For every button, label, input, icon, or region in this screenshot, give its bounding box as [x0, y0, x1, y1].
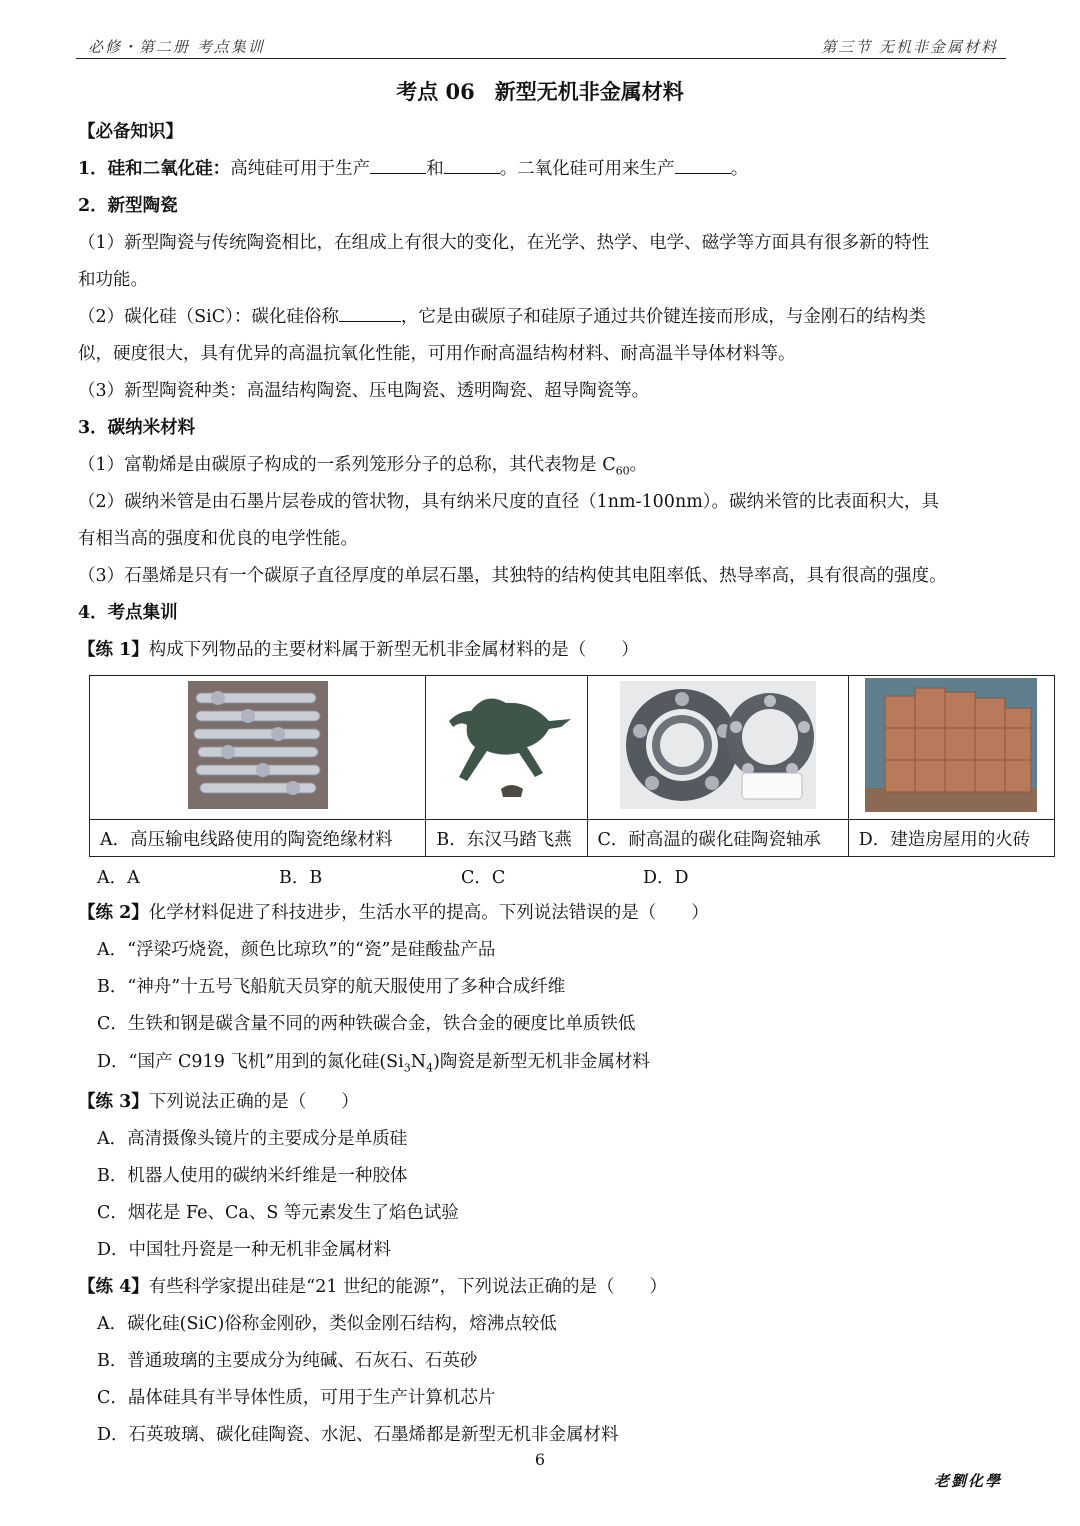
q4-label: 【练 4】 — [78, 1277, 149, 1297]
q1-label: 【练 1】 — [78, 640, 149, 660]
p3-1-text: （1）富勒烯是由碳原子构成的一系列笼形分子的总称，其代表物是 C — [78, 455, 616, 475]
q3-option-c[interactable]: C．烟花是 Fe、Ca、S 等元素发生了焰色试验 — [97, 1203, 459, 1223]
firebrick-picture — [865, 678, 1037, 812]
caption-d: D．建造房屋用的火砖 — [848, 820, 1054, 857]
q1-options — [97, 864, 825, 889]
p1-a: 高纯硅可用于生产 — [230, 159, 371, 179]
p3-1 — [78, 453, 1004, 484]
title-code: 考点 06 — [396, 79, 475, 104]
paragraph-1 — [78, 157, 1004, 181]
p2-3: （3）新型陶瓷种类：高温结构陶瓷、压电陶瓷、透明陶瓷、超导陶瓷等。 — [78, 381, 650, 401]
bronze-horse-picture — [431, 681, 581, 809]
caption-b: B．东汉马踏飞燕 — [426, 820, 587, 857]
bronze-horse-image — [426, 676, 587, 820]
q2-label: 【练 2】 — [78, 903, 149, 923]
q4-option-a[interactable]: A．碳化硅(SiC)俗称金刚砂，类似金刚石结构，熔沸点较低 — [97, 1314, 557, 1334]
q4-stem-text: 有些科学家提出硅是“21 世纪的能源”，下列说法正确的是（ ） — [148, 1277, 668, 1297]
p2-2a — [78, 305, 1004, 329]
p2-head: 2．新型陶瓷 — [78, 196, 178, 216]
q2-option-c[interactable]: C．生铁和钢是碳含量不同的两种铁碳合金，铁合金的硬度比单质铁低 — [97, 1014, 636, 1034]
fill-blank — [370, 157, 426, 174]
section-knowledge: 【必备知识】 — [78, 122, 183, 142]
sic-bearing-image — [587, 676, 848, 820]
q2-d-sub1: 3 — [403, 1061, 411, 1075]
q2-stem — [78, 901, 1004, 925]
q4-stem — [78, 1275, 1004, 1299]
fill-blank — [444, 157, 500, 174]
firebrick-image — [848, 676, 1054, 820]
q2-option-a[interactable]: A．“浮梁巧烧瓷，颜色比琼玖”的“瓷”是硅酸盐产品 — [97, 940, 496, 960]
q1-image-table — [89, 675, 1055, 857]
q1-option-a[interactable]: A．A — [97, 868, 140, 888]
q2-option-b[interactable]: B．“神舟”十五号飞船航天员穿的航天服使用了多种合成纤维 — [97, 977, 566, 997]
q3-stem-text: 下列说法正确的是（ ） — [148, 1092, 359, 1112]
q4-option-c[interactable]: C．晶体硅具有半导体性质，可用于生产计算机芯片 — [97, 1388, 496, 1408]
page-title — [0, 76, 1080, 106]
title-text: 新型无机非金属材料 — [494, 79, 684, 104]
q2-d-mid: N — [410, 1052, 427, 1072]
p1-c: 。二氧化硅可用来生产 — [499, 159, 675, 179]
header-rule — [76, 58, 1006, 59]
caption-c: C．耐高温的碳化硅陶瓷轴承 — [587, 820, 848, 857]
q3-label: 【练 3】 — [78, 1092, 149, 1112]
p4-head: 4．考点集训 — [78, 603, 178, 623]
q3-option-d[interactable]: D．中国牡丹瓷是一种无机非金属材料 — [97, 1240, 392, 1260]
q4-option-d[interactable]: D．石英玻璃、碳化硅陶瓷、水泥、石墨烯都是新型无机非金属材料 — [97, 1425, 619, 1445]
q3-option-a[interactable]: A．高清摄像头镜片的主要成分是单质硅 — [97, 1129, 408, 1149]
q1-option-d[interactable]: D．D — [643, 868, 689, 888]
q1-stem — [78, 638, 1004, 662]
p2-2b: 似，硬度很大，具有优异的高温抗氧化性能，可用作耐高温结构材料、耐高温半导体材料等。 — [78, 344, 796, 364]
q3-stem — [78, 1090, 1004, 1114]
q1-option-b[interactable]: B．B — [279, 868, 323, 888]
p2-2a-post: ，它是由碳原子和硅原子通过共价键连接而形成，与金刚石的结构类 — [400, 307, 926, 327]
fill-blank — [339, 305, 401, 322]
silicon-carbide-bearing-picture — [620, 681, 816, 809]
header-right: 第三节 无机非金属材料 — [821, 38, 998, 56]
p3-2a: （2）碳纳米管是由石墨片层卷成的管状物，具有纳米尺度的直径（1nm-100nm）。碳纳米管的比表面积大，具 — [78, 492, 940, 512]
q1-stem-text: 构成下列物品的主要材料属于新型无机非金属材料的是（ ） — [148, 640, 639, 660]
header-left: 必修・第二册 考点集训 — [88, 38, 265, 56]
p3-1-end: 。 — [629, 455, 648, 475]
caption-a: A．高压输电线路使用的陶瓷绝缘材料 — [90, 820, 426, 857]
brand-signature: 老劉化學 — [933, 1472, 1002, 1490]
q2-d-post: )陶瓷是新型无机非金属材料 — [433, 1052, 650, 1072]
p3-2b: 有相当高的强度和优良的电学性能。 — [78, 529, 358, 549]
insulator-image — [90, 676, 426, 820]
p2-1b: 和功能。 — [78, 270, 148, 290]
p3-3: （3）石墨烯是只有一个碳原子直径厚度的单层石墨，其独特的结构使其电阻率低、热导率高，具有很高的强度。 — [78, 566, 947, 586]
p2-2a-pre: （2）碳化硅（SiC）：碳化硅俗称 — [78, 307, 339, 327]
q2-d-sub2: 4 — [426, 1061, 434, 1075]
q2-option-d[interactable] — [97, 1050, 1004, 1081]
ceramic-insulator-picture — [188, 681, 328, 809]
p1-head: 1．硅和二氧化硅： — [78, 159, 231, 179]
q2-d-pre: D．“国产 C919 飞机”用到的氮化硅(Si — [97, 1052, 404, 1072]
p1-d: 。 — [730, 159, 749, 179]
p3-head: 3．碳纳米材料 — [78, 418, 196, 438]
p3-1-sub: 60 — [615, 464, 630, 478]
fill-blank — [675, 157, 731, 174]
q3-option-b[interactable]: B．机器人使用的碳纳米纤维是一种胶体 — [97, 1166, 408, 1186]
q2-stem-text: 化学材料促进了科技进步，生活水平的提高。下列说法错误的是（ ） — [148, 903, 709, 923]
p1-b: 和 — [426, 159, 444, 179]
p2-1a: （1）新型陶瓷与传统陶瓷相比，在组成上有很大的变化，在光学、热学、电学、磁学等方面具有很多新的特性 — [78, 233, 930, 253]
page-number: 6 — [534, 1450, 546, 1469]
q4-option-b[interactable]: B．普通玻璃的主要成分为纯碱、石灰石、石英砂 — [97, 1351, 478, 1371]
q1-option-c[interactable]: C．C — [461, 868, 506, 888]
